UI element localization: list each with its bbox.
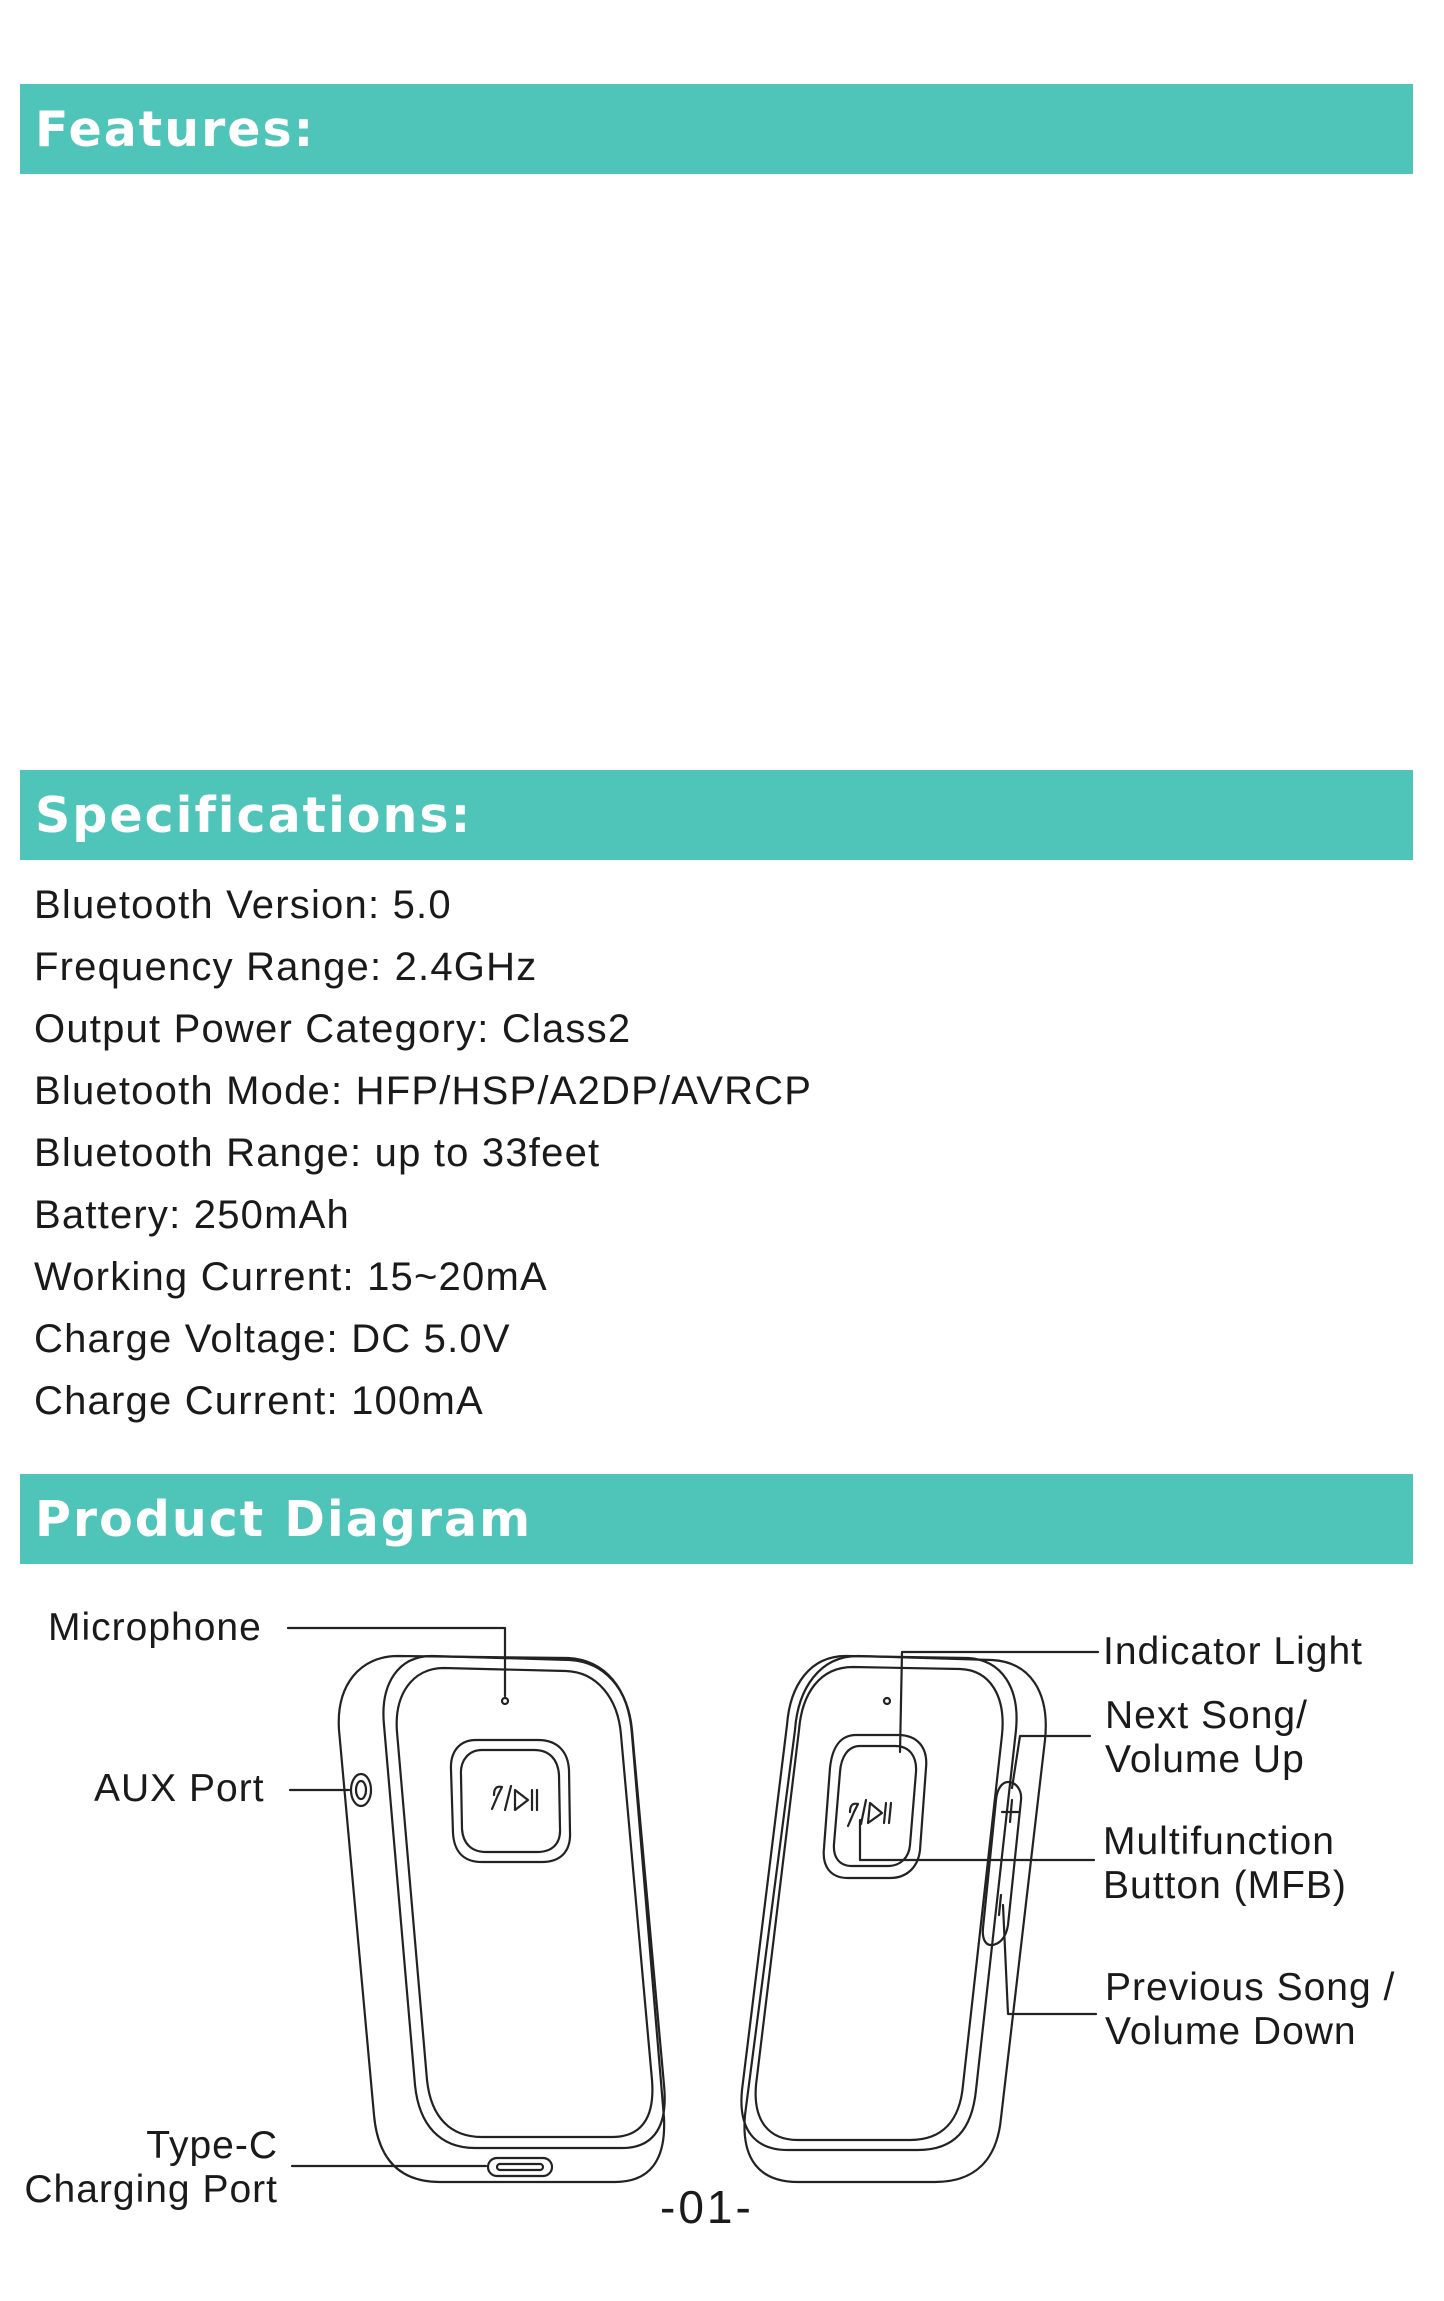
label-multifunction-button	[1103, 1820, 1347, 1908]
spec-frequency-range: Frequency Range: 2.4GHz	[34, 945, 538, 989]
left-device-drawing	[288, 1628, 665, 2182]
aux-port-drawing	[351, 1774, 371, 1806]
features-heading: Features:	[20, 84, 1413, 174]
spec-bluetooth-range: Bluetooth Range: up to 33feet	[34, 1131, 601, 1175]
label-microphone: Microphone	[48, 1606, 262, 1649]
label-next-song-line2: Volume Up	[1105, 1738, 1305, 1781]
label-next-song-volume-up	[1105, 1694, 1308, 1782]
label-type-c-charging-port	[0, 2124, 278, 2212]
right-device-drawing	[741, 1652, 1098, 2182]
label-prev-song-line2: Volume Down	[1105, 2010, 1357, 2053]
page-number: -01-	[660, 2181, 754, 2233]
spec-working-current: Working Current: 15~20mA	[34, 1255, 548, 1299]
left-mfb-button-drawing	[451, 1740, 570, 1862]
spec-charge-current: Charge Current: 100mA	[34, 1379, 484, 1423]
label-mfb-line2: Button (MFB)	[1103, 1864, 1347, 1907]
type-c-port-drawing	[488, 2158, 552, 2176]
label-type-c-line2: Charging Port	[24, 2168, 278, 2211]
label-previous-song-volume-down	[1105, 1966, 1395, 2054]
label-indicator-light: Indicator Light	[1103, 1630, 1363, 1673]
right-mfb-button-drawing	[824, 1735, 927, 1878]
spec-charge-voltage: Charge Voltage: DC 5.0V	[34, 1317, 511, 1361]
label-prev-song-line1: Previous Song /	[1105, 1966, 1396, 2009]
specifications-list	[34, 874, 812, 1432]
label-type-c-line1: Type-C	[146, 2124, 278, 2167]
spec-bluetooth-mode: Bluetooth Mode: HFP/HSP/A2DP/AVRCP	[34, 1069, 813, 1113]
label-next-song-line1: Next Song/	[1105, 1694, 1308, 1737]
spec-battery: Battery: 250mAh	[34, 1193, 350, 1237]
label-aux-port: AUX Port	[94, 1767, 265, 1810]
specifications-heading: Specifications:	[20, 770, 1413, 860]
product-diagram-heading: Product Diagram	[20, 1474, 1413, 1564]
label-mfb-line1: Multifunction	[1103, 1820, 1335, 1863]
spec-output-power: Output Power Category: Class2	[34, 1007, 632, 1051]
spec-bluetooth-version: Bluetooth Version: 5.0	[34, 883, 452, 927]
